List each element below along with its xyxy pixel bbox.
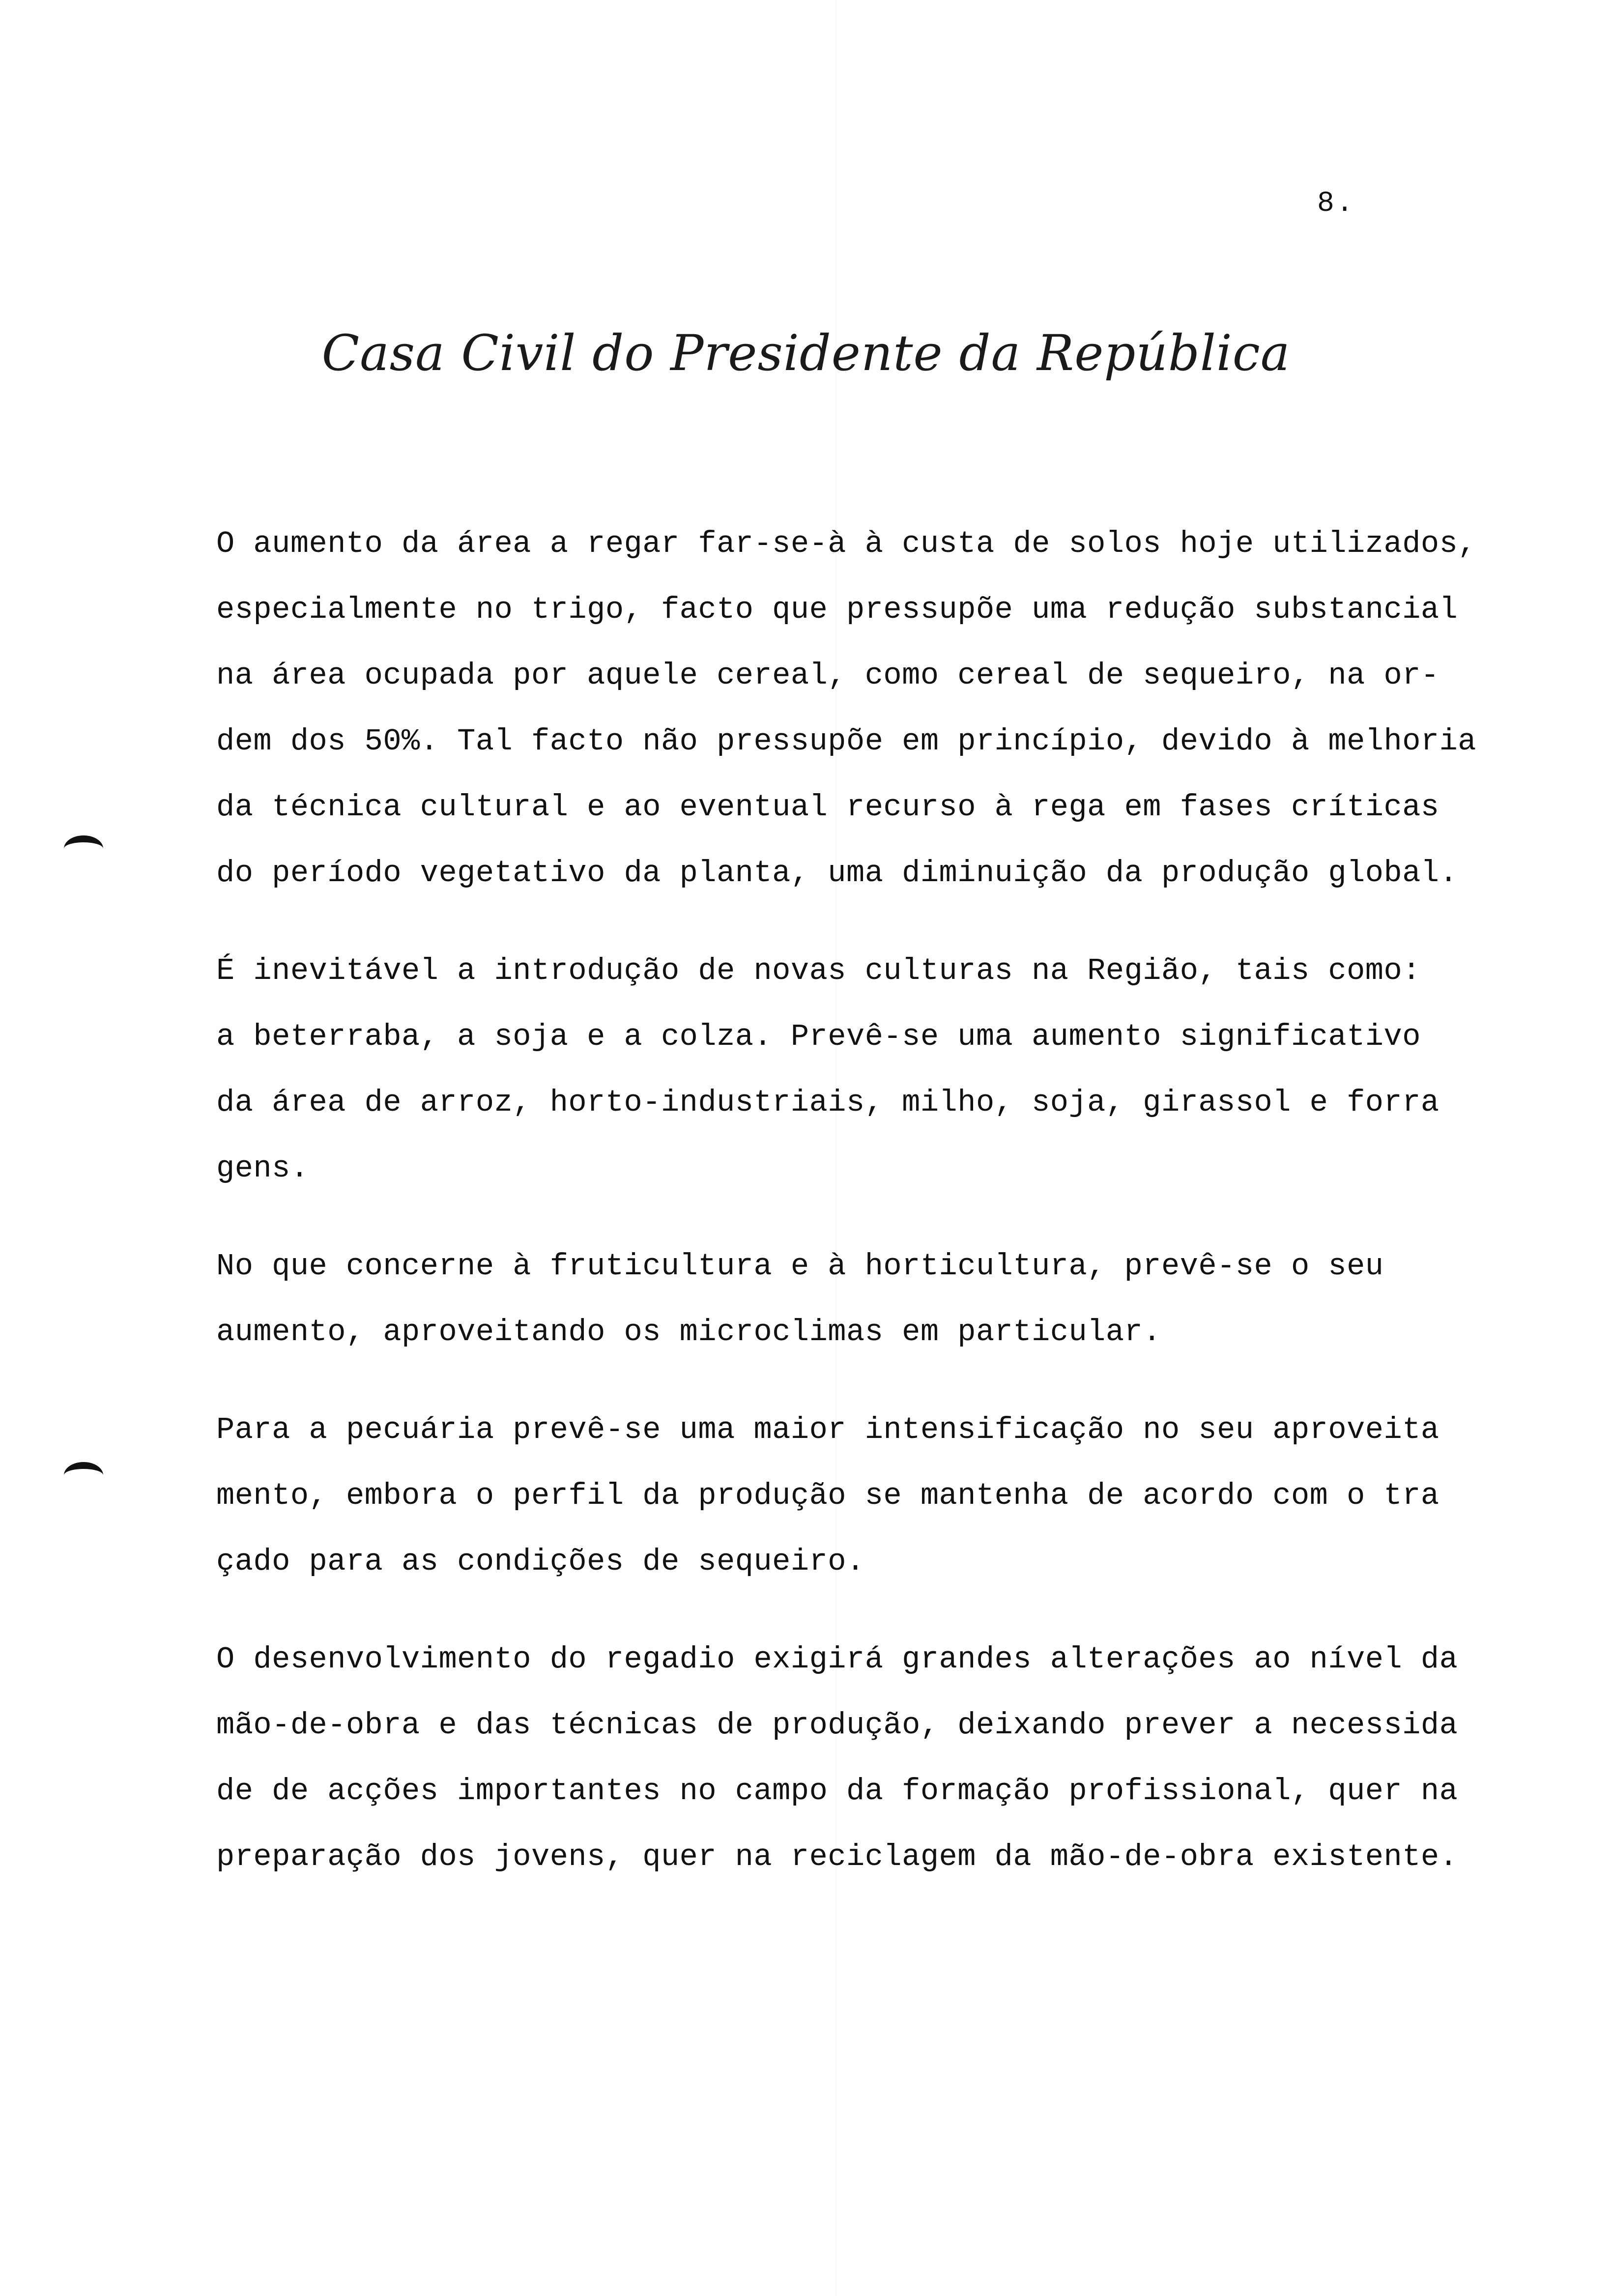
paragraph: [216, 1397, 1573, 1595]
text-line: dem dos 50%. Tal facto não pressupõe em princípio, devido à melhoria: [216, 724, 1477, 759]
text-line: especialmente no trigo, facto que pressupõe uma redução substancial: [216, 592, 1458, 627]
text-line: preparação dos jovens, quer na reciclagem da mão-de-obra existente.: [216, 1839, 1458, 1874]
punch-hole-mark: [64, 835, 103, 862]
text-line: çado para as condições de sequeiro.: [216, 1544, 865, 1579]
punch-hole-mark: [64, 1462, 103, 1489]
text-line: aumento, aproveitando os microclimas em particular.: [216, 1315, 1162, 1349]
text-line: Para a pecuária prevê-se uma maior intensificação no seu aproveita: [216, 1412, 1439, 1447]
text-line: a beterraba, a soja e a colza. Prevê-se uma aumento significativo: [216, 1019, 1421, 1054]
page-number: 8.: [1317, 188, 1355, 220]
paragraph: [216, 1627, 1573, 1890]
text-line: mão-de-obra e das técnicas de produção, deixando prever a necessida: [216, 1708, 1458, 1743]
paragraph: [216, 511, 1573, 906]
text-line: O desenvolvimento do regadio exigirá grandes alterações ao nível da: [216, 1642, 1458, 1677]
text-line: mento, embora o perfil da produção se mantenha de acordo com o tra: [216, 1478, 1439, 1513]
paragraph: [216, 1234, 1573, 1365]
text-line: de de acções importantes no campo da formação profissional, quer na: [216, 1774, 1458, 1808]
text-line: No que concerne à fruticultura e à horticultura, prevê-se o seu: [216, 1249, 1384, 1284]
text-line: É inevitável a introdução de novas culturas na Região, tais como:: [216, 953, 1421, 988]
text-line: O aumento da área a regar far-se-à à custa de solos hoje utilizados,: [216, 526, 1477, 561]
text-line: do período vegetativo da planta, uma diminuição da produção global.: [216, 856, 1458, 890]
text-line: gens.: [216, 1151, 309, 1186]
text-line: na área ocupada por aquele cereal, como cereal de sequeiro, na or-: [216, 658, 1439, 693]
text-line: da técnica cultural e ao eventual recurso à rega em fases críticas: [216, 790, 1439, 825]
body-text: [216, 511, 1573, 1922]
text-line: da área de arroz, horto-industriais, milho, soja, girassol e forra: [216, 1085, 1439, 1120]
letterhead: Casa Civil do Presidente da República: [321, 324, 1291, 382]
paragraph: [216, 938, 1573, 1202]
